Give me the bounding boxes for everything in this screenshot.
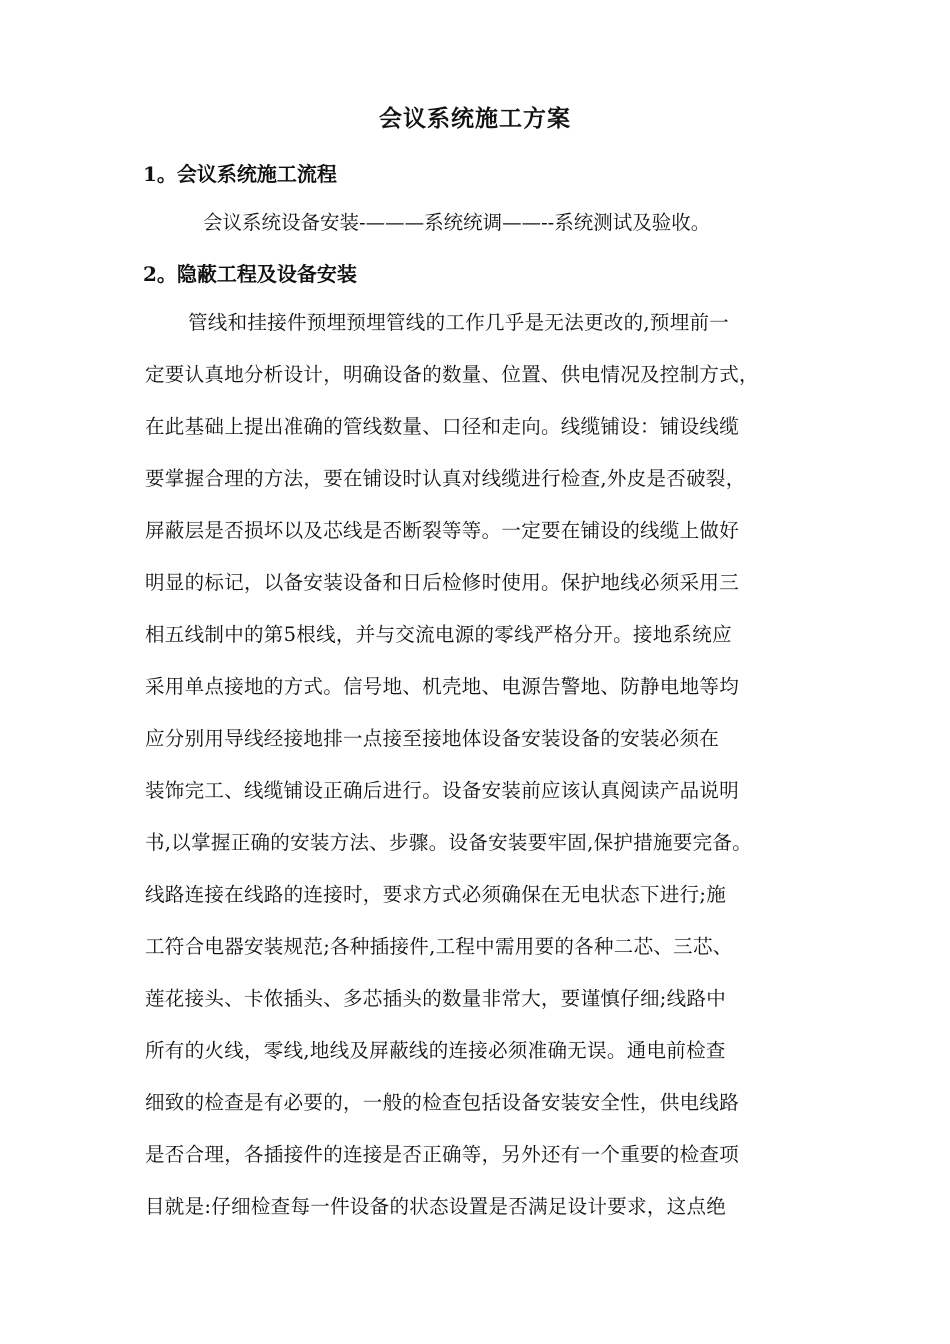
body-line: 装饰完工、线缆铺设正确后进行。设备安装前应该认真阅读产品说明	[145, 779, 740, 802]
body-line: 是否合理，各插接件的连接是否正确等，另外还有一个重要的检查项	[145, 1143, 740, 1166]
section-1-heading: 1。会议系统施工流程	[143, 162, 337, 186]
body-line: 线路连接在线路的连接时，要求方式必须确保在无电状态下进行;施	[145, 883, 727, 906]
body-line: 管线和挂接件预埋预埋管线的工作几乎是无法更改的,预埋前一	[188, 311, 730, 334]
body-line: 莲花接头、卡侬插头、多芯插头的数量非常大，要谨慎仔细;线路中	[145, 987, 727, 1010]
body-line: 屏蔽层是否损坏以及芯线是否断裂等等。一定要在铺设的线缆上做好	[145, 519, 740, 542]
body-line: 应分别用导线经接地排一点接至接地体设备安装设备的安装必须在	[145, 727, 720, 750]
section-2-body	[145, 308, 825, 1244]
body-line: 相五线制中的第5根线，并与交流电源的零线严格分开。接地系统应	[145, 623, 732, 646]
body-line: 定要认真地分析设计，明确设备的数量、位置、供电情况及控制方式，	[145, 363, 759, 386]
body-line: 要掌握合理的方法，要在铺设时认真对线缆进行检查,外皮是否破裂，	[145, 467, 746, 490]
body-line: 细致的检查是有必要的，一般的检查包括设备安装安全性，供电线路	[145, 1091, 740, 1114]
document-title: 会议系统施工方案	[379, 105, 571, 132]
body-line: 目就是:仔细检查每一件设备的状态设置是否满足设计要求，这点绝	[145, 1195, 727, 1218]
body-line: 所有的火线，零线,地线及屏蔽线的连接必须准确无误。通电前检查	[145, 1039, 726, 1062]
section-1-flow-text: 会议系统设备安装-———系统统调——--系统测试及验收。	[203, 211, 711, 234]
body-line: 工符合电器安装规范;各种插接件,工程中需用要的各种二芯、三芯、	[145, 935, 733, 958]
body-line: 明显的标记，以备安装设备和日后检修时使用。保护地线必须采用三	[145, 571, 740, 594]
body-line: 采用单点接地的方式。信号地、机壳地、电源告警地、防静电地等均	[145, 675, 740, 698]
body-line: 在此基础上提出准确的管线数量、口径和走向。线缆铺设：铺设线缆	[145, 415, 740, 438]
body-line: 书,以掌握正确的安装方法、步骤。设备安装要牢固,保护措施要完备。	[145, 831, 752, 854]
section-2-heading: 2。隐蔽工程及设备安装	[143, 262, 357, 286]
